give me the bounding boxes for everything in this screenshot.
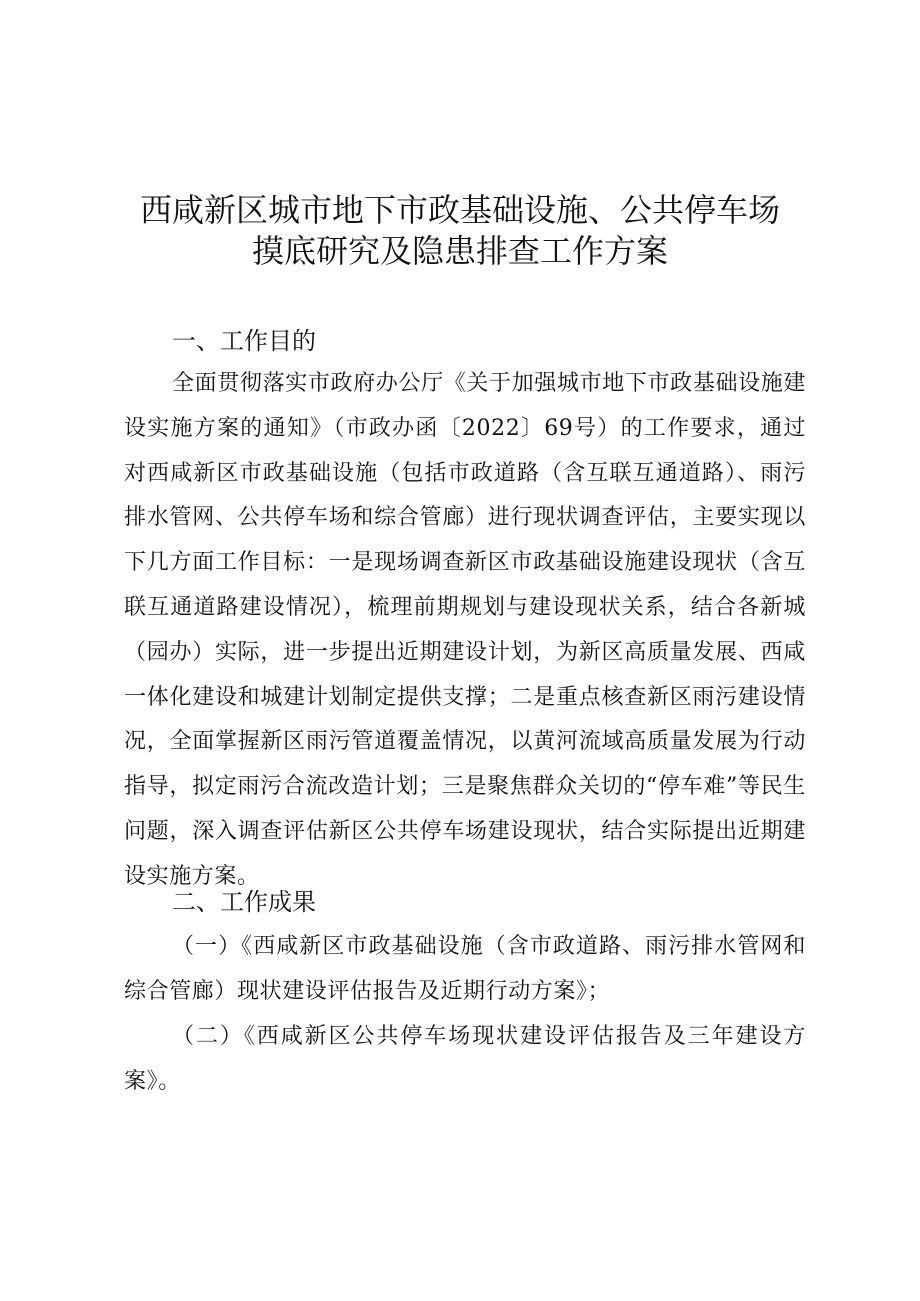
result-item-1: （一）《西咸新区市政基础设施（含市政道路、雨污排水管网和综合管廊）现状建设评估报告及近期行动方案》；: [124, 934, 806, 1004]
result-item-2: （二）《西咸新区公共停车场现状建设评估报告及三年建设方案》。: [124, 1024, 806, 1094]
section-heading-results: 二、工作成果: [172, 888, 316, 916]
document-title-line-1: 西咸新区城市地下市政基础设施、公共停车场: [139, 191, 780, 229]
section-heading-purpose: 一、工作目的: [172, 327, 316, 355]
section-body-purpose: 全面贯彻落实市政府办公厅《关于加强城市地下市政基础设施建设实施方案的通知》（市政办函〔2022〕69号）的工作要求，通过对西咸新区市政基础设施（包括市政道路（含互联互通道路）、雨污排水管网、公共停车场和综合管廊）进行现状调查评估，主要实现以下几方面工作目标：一是现场调查新区市政基础设施建设现状（含互联互通道路建设情况），梳理前期规划与建设现状关系，结合各新城（园办）实际，进一步提出近期建设计划，为新区高质量发展、西咸一体化建设和城建计划制定提供支撑；二是重点核查新区雨污建设情况，全面掌握新区雨污管道覆盖情况，以黄河流域高质量发展为行动指导，拟定雨污合流改造计划；三是聚焦群众关切的“停车难”等民生问题，深入调查评估新区公共停车场建设现状，结合实际提出近期建设实施方案。: [124, 371, 806, 889]
document-title-line-2: 摸底研究及隐患排查工作方案: [251, 232, 668, 270]
